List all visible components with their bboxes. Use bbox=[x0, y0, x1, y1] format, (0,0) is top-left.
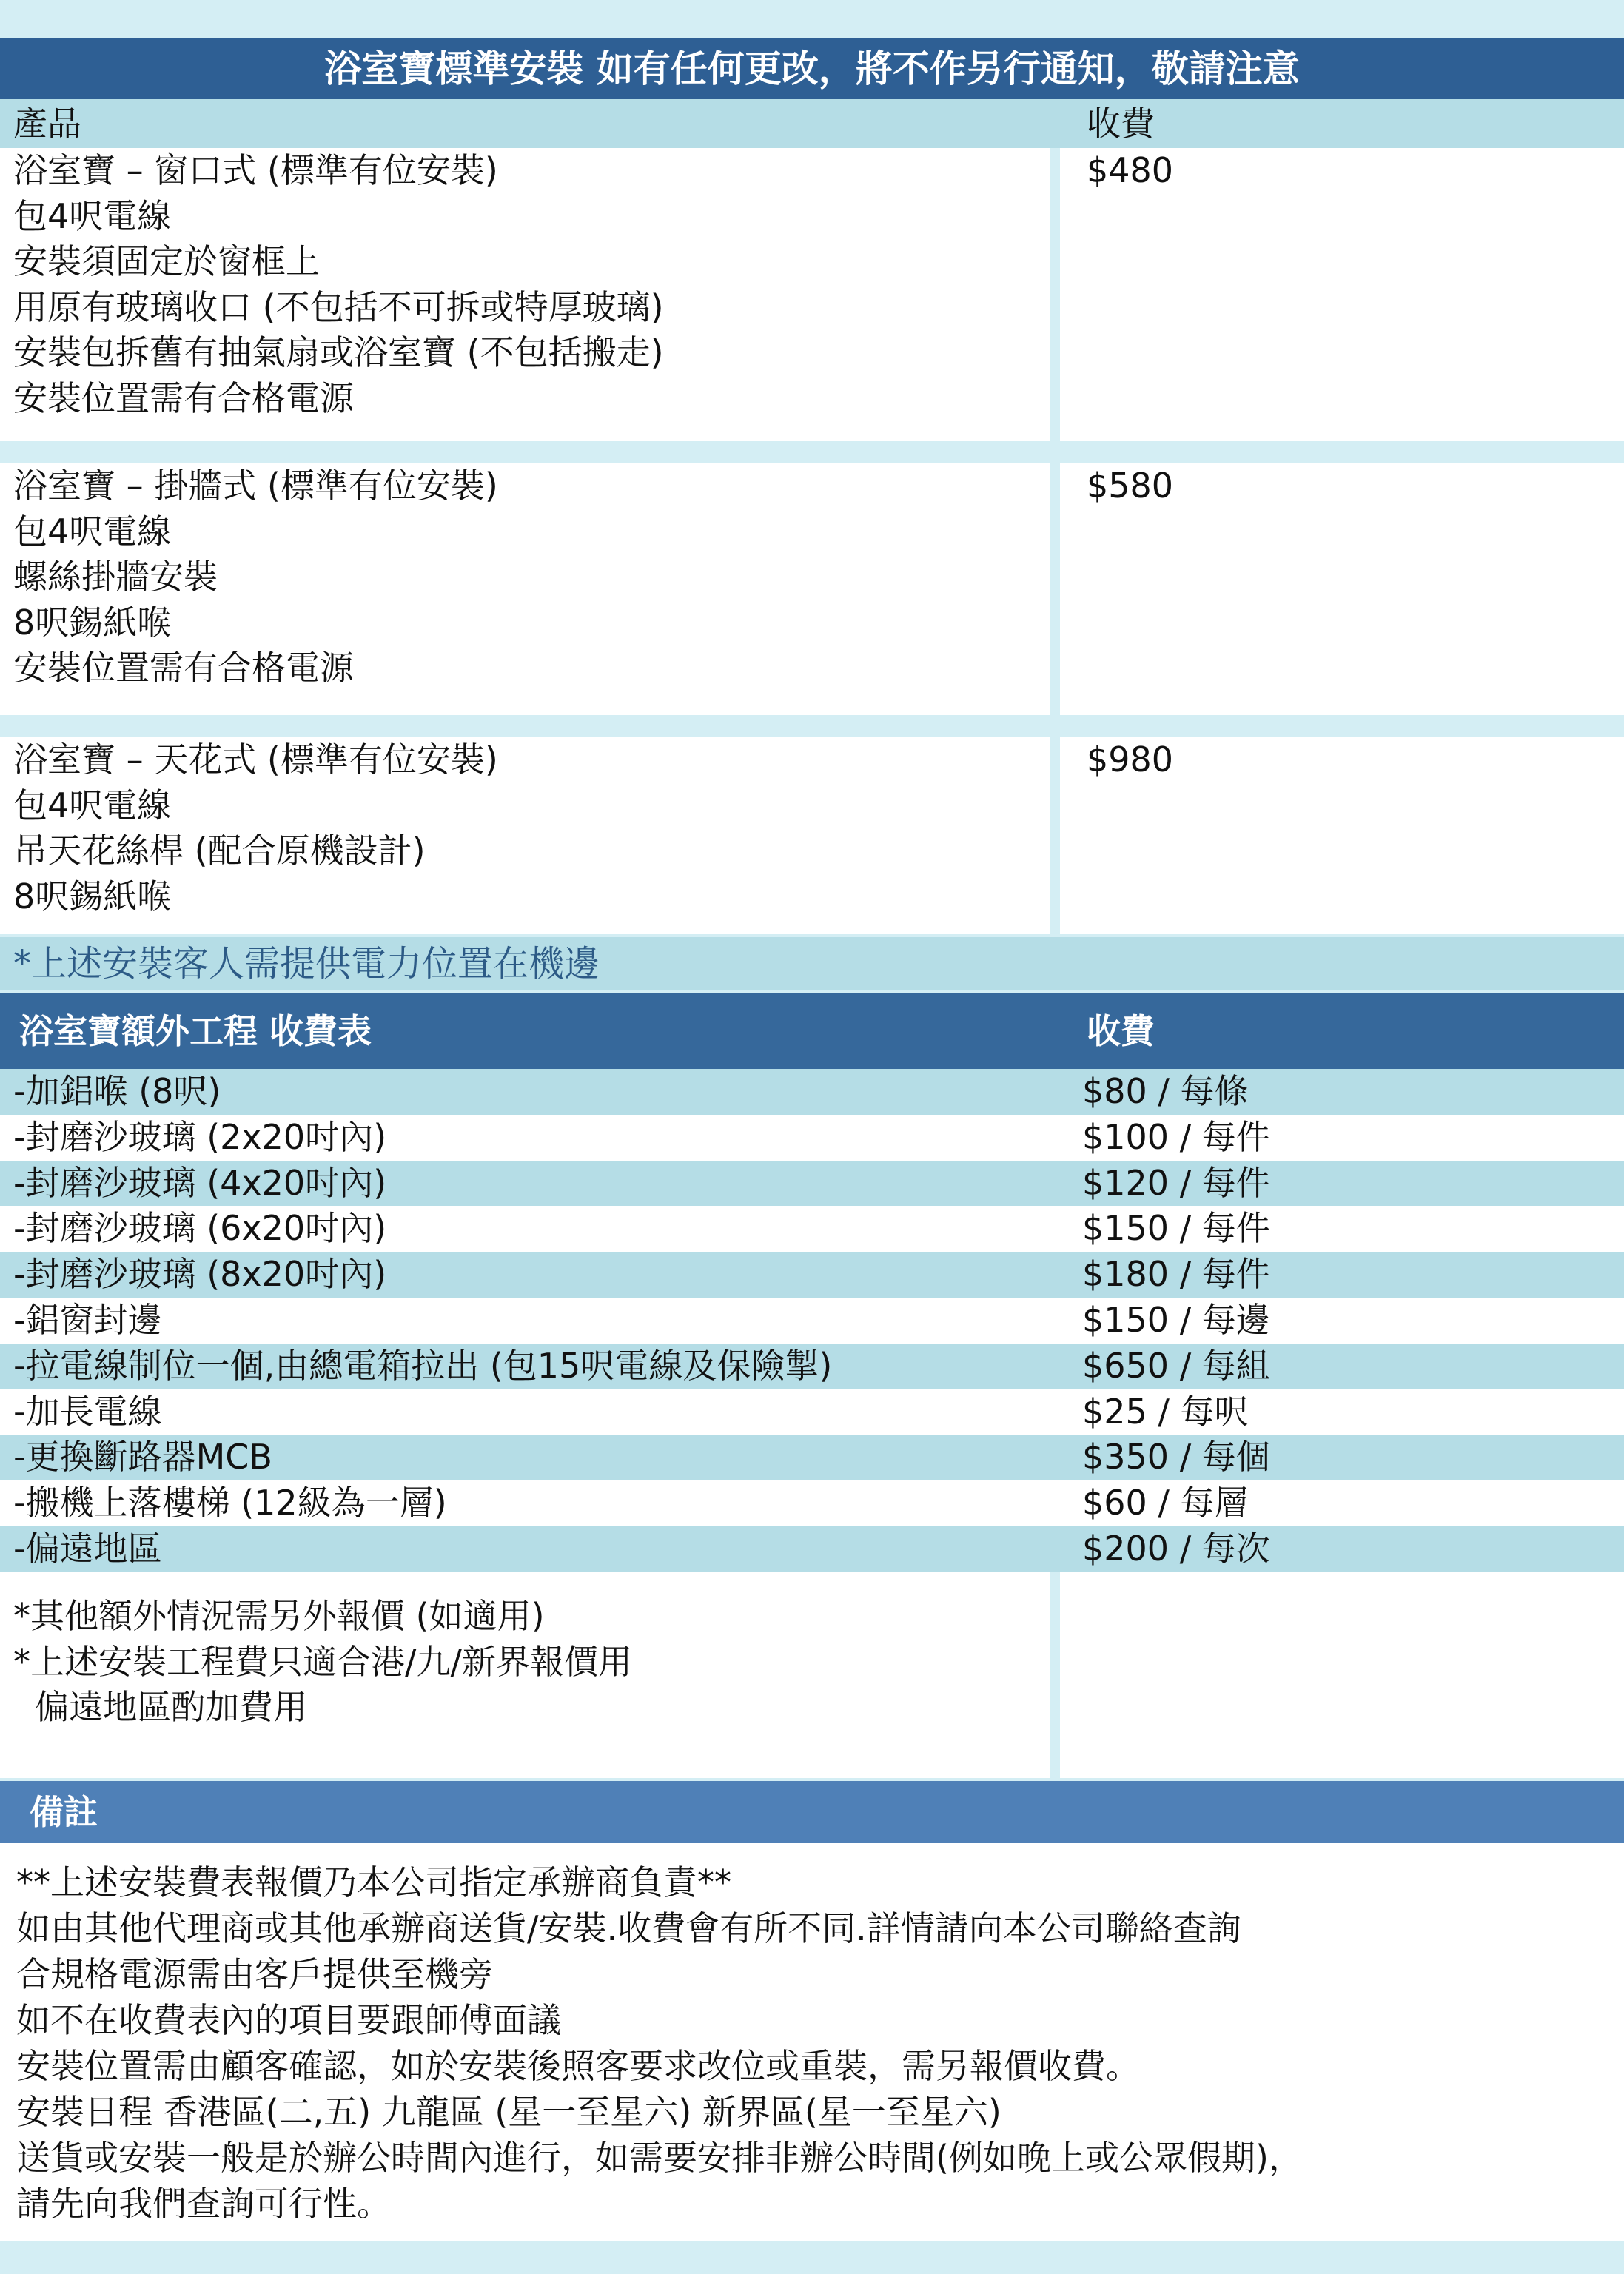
extra-item-name: -鋁窗封邊 bbox=[13, 1300, 162, 1340]
extra-item-name: -搬機上落樓梯 (12級為一層) bbox=[13, 1483, 447, 1523]
table1-header bbox=[0, 99, 1624, 148]
extra-item-fee: $120 / 每件 bbox=[1082, 1162, 1270, 1203]
extra-notes-empty-cell bbox=[1060, 1572, 1624, 1778]
extra-item-row bbox=[0, 1389, 1624, 1435]
product-line: 8呎錫紙喉 bbox=[13, 876, 172, 916]
extra-item-row bbox=[0, 1344, 1624, 1389]
remark-line: 請先向我們查詢可行性。 bbox=[16, 2184, 391, 2224]
remark-line: 如不在收費表內的項目要跟師傅面議 bbox=[16, 2000, 561, 2040]
extra-item-row bbox=[0, 1206, 1624, 1252]
extra-item-row bbox=[0, 1298, 1624, 1344]
fee-cell-ceiling-type bbox=[1060, 737, 1624, 934]
product-line: 8呎錫紙喉 bbox=[13, 602, 172, 643]
extra-item-fee: $200 / 每次 bbox=[1082, 1529, 1270, 1569]
extra-item-fee: $150 / 每件 bbox=[1082, 1208, 1270, 1249]
extra-note-line: 偏遠地區酌加費用 bbox=[13, 1687, 308, 1727]
extra-item-row bbox=[0, 1115, 1624, 1161]
extra-item-fee: $25 / 每呎 bbox=[1082, 1391, 1249, 1432]
extra-item-fee: $350 / 每個 bbox=[1082, 1437, 1270, 1478]
product-line: 螺絲掛牆安裝 bbox=[13, 557, 218, 597]
product-line: 包4呎電線 bbox=[13, 511, 172, 551]
extra-works-header bbox=[0, 993, 1624, 1069]
extra-item-row bbox=[0, 1435, 1624, 1480]
extra-item-name: -加長電線 bbox=[13, 1391, 162, 1432]
product-line: 浴室寶 – 天花式 (標準有位安裝) bbox=[13, 739, 498, 779]
extra-item-row bbox=[0, 1069, 1624, 1115]
product-cell-ceiling-type bbox=[0, 737, 1050, 934]
remark-line: 送貨或安裝一般是於辦公時間內進行，如需要安排非辦公時間(例如晚上或公眾假期)， bbox=[16, 2138, 1303, 2178]
fee-cell-window-type bbox=[1060, 148, 1624, 441]
extra-item-name: -封磨沙玻璃 (6x20吋內) bbox=[13, 1208, 387, 1249]
extra-item-row bbox=[0, 1252, 1624, 1298]
extra-item-name: -更換斷路器MCB bbox=[13, 1437, 272, 1478]
extra-item-row bbox=[0, 1161, 1624, 1207]
product-line: 安裝包拆舊有抽氣扇或浴室寶 (不包括搬走) bbox=[13, 332, 664, 372]
fee-cell-wall-type bbox=[1060, 463, 1624, 715]
extra-item-name: -封磨沙玻璃 (2x20吋內) bbox=[13, 1116, 387, 1157]
product-line: 包4呎電線 bbox=[13, 195, 172, 236]
product-line: 浴室寶 – 窗口式 (標準有位安裝) bbox=[13, 150, 498, 190]
extra-item-name: -封磨沙玻璃 (8x20吋內) bbox=[13, 1254, 387, 1295]
remark-line: 安裝日程 香港區(二,五) 九龍區 (星一至星六) 新界區(星一至星六) bbox=[16, 2092, 1001, 2132]
extra-item-row bbox=[0, 1480, 1624, 1526]
extra-item-fee: $150 / 每邊 bbox=[1082, 1300, 1270, 1340]
extra-item-name: -封磨沙玻璃 (4x20吋內) bbox=[13, 1162, 387, 1203]
extra-item-fee: $100 / 每件 bbox=[1082, 1116, 1270, 1157]
product-line: 安裝位置需有合格電源 bbox=[13, 648, 354, 688]
product-line: 包4呎電線 bbox=[13, 785, 172, 825]
remarks-heading: 備註 bbox=[0, 1781, 1624, 1843]
extra-item-row bbox=[0, 1526, 1624, 1572]
product-cell-window-type bbox=[0, 148, 1050, 441]
fee-value: $480 bbox=[1087, 150, 1174, 190]
extra-item-fee: $650 / 每組 bbox=[1082, 1345, 1270, 1386]
remark-line: 合規格電源需由客戶提供至機旁 bbox=[16, 1954, 493, 1994]
fee-value: $980 bbox=[1087, 739, 1174, 779]
page-title: 浴室寶標準安裝 如有任何更改，將不作另行通知，敬請注意 bbox=[0, 38, 1624, 99]
extra-item-name: -拉電線制位一個,由總電箱拉出 (包15呎電線及保險掣) bbox=[13, 1345, 833, 1386]
remark-line: **上述安裝費表報價乃本公司指定承辦商負責** bbox=[16, 1862, 731, 1902]
extra-works-notes bbox=[0, 1572, 1050, 1778]
extra-note-line: *其他額外情況需另外報價 (如適用) bbox=[13, 1596, 545, 1636]
remark-line: 如由其他代理商或其他承辦商送貨/安裝.收費會有所不同.詳情請向本公司聯絡查詢 bbox=[16, 1908, 1241, 1948]
product-line: 吊天花絲桿 (配合原機設計) bbox=[13, 831, 426, 871]
product-line: 浴室寶 – 掛牆式 (標準有位安裝) bbox=[13, 466, 498, 506]
extra-item-name: -偏遠地區 bbox=[13, 1529, 162, 1569]
fee-value: $580 bbox=[1087, 466, 1174, 506]
extra-item-fee: $80 / 每條 bbox=[1082, 1071, 1249, 1111]
product-line: 安裝位置需有合格電源 bbox=[13, 378, 354, 418]
power-location-note: *上述安裝客人需提供電力位置在機邊 bbox=[0, 937, 1624, 990]
extra-item-fee: $60 / 每層 bbox=[1082, 1483, 1249, 1523]
product-line: 用原有玻璃收口 (不包括不可拆或特厚玻璃) bbox=[13, 286, 664, 327]
extra-works-title: 浴室寶額外工程 收費表 bbox=[19, 1011, 372, 1051]
remark-line: 安裝位置需由顧客確認，如於安裝後照客要求改位或重裝，需另報價收費。 bbox=[16, 2046, 1140, 2086]
remarks-body bbox=[0, 1843, 1624, 2241]
product-column-header: 產品 bbox=[13, 104, 81, 144]
product-line: 安裝須固定於窗框上 bbox=[13, 241, 320, 281]
extra-item-name: -加鋁喉 (8呎) bbox=[13, 1071, 221, 1111]
extra-fee-column-header: 收費 bbox=[1087, 1011, 1155, 1051]
extra-item-fee: $180 / 每件 bbox=[1082, 1254, 1270, 1295]
fee-column-header: 收費 bbox=[1087, 104, 1155, 144]
product-cell-wall-type bbox=[0, 463, 1050, 715]
extra-note-line: *上述安裝工程費只適合港/九/新界報價用 bbox=[13, 1641, 632, 1682]
